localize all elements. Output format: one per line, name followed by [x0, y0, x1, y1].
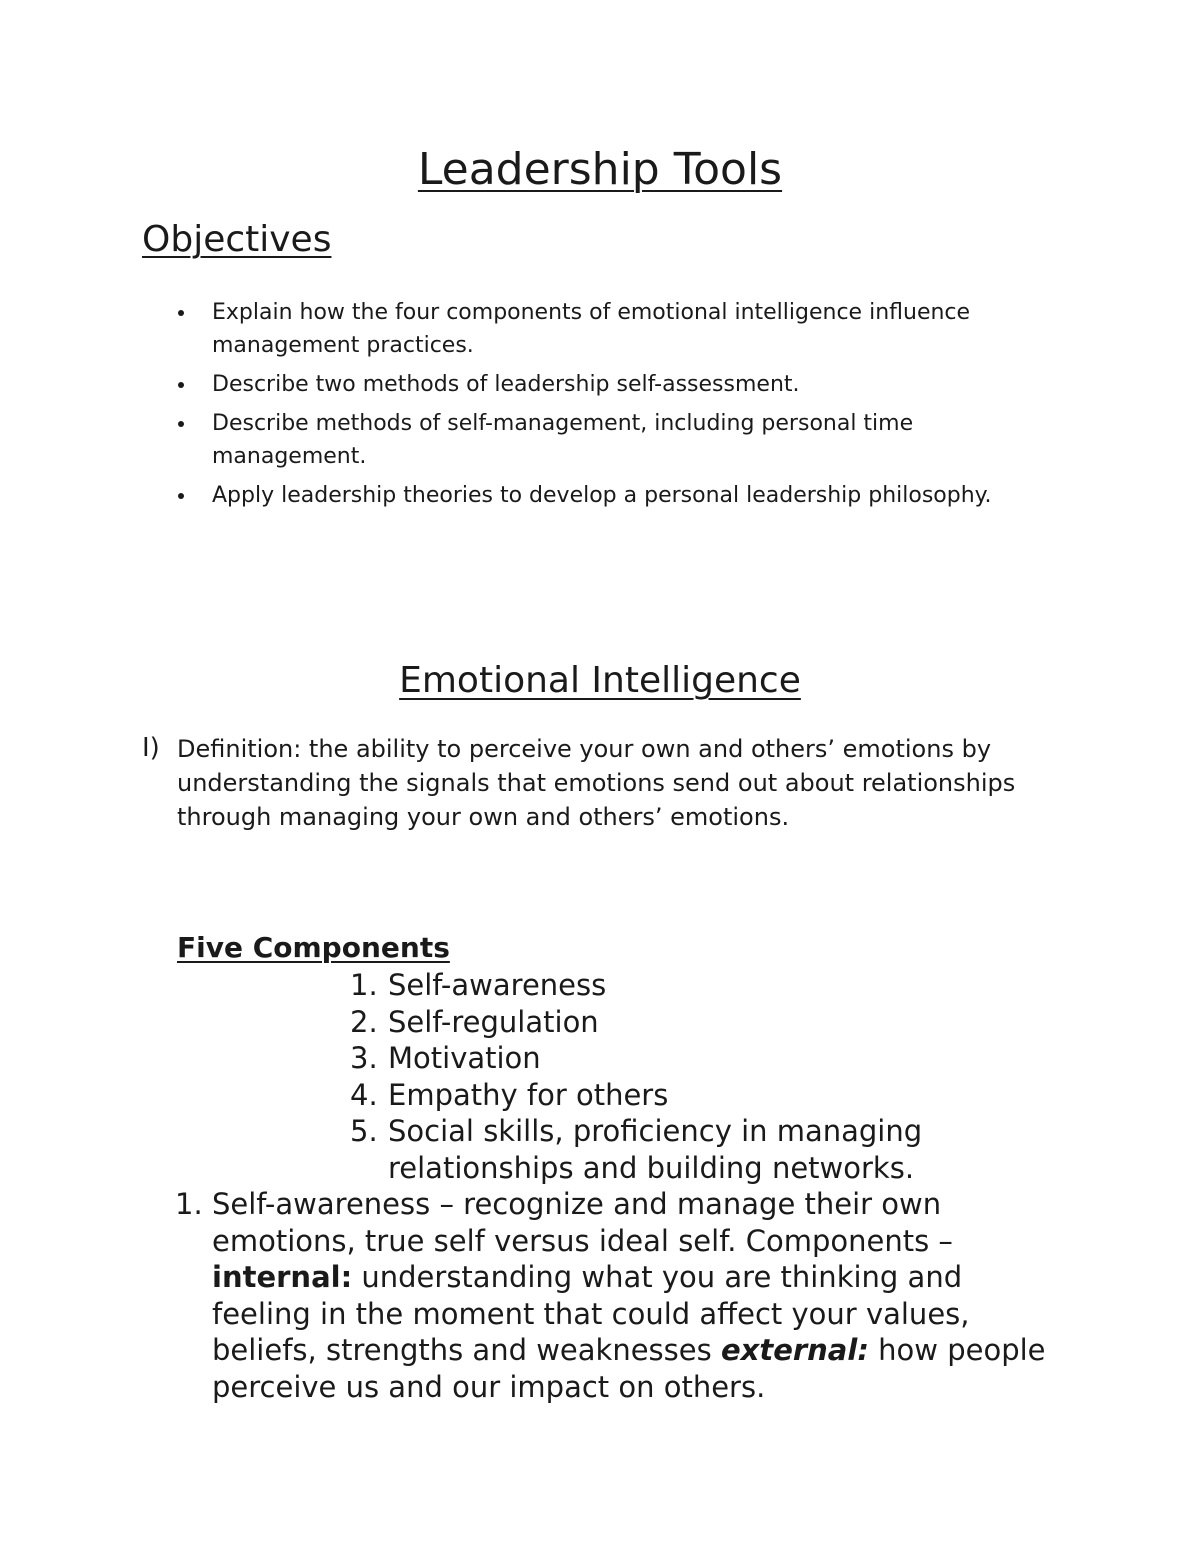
component-item [350, 1040, 1050, 1077]
component-item [350, 967, 1050, 1004]
objective-text: Apply leadership theories to develop a personal leadership philosophy. [212, 483, 992, 508]
emotional-intelligence-heading: Emotional Intelligence [399, 660, 801, 701]
external-label: external: [720, 1333, 869, 1367]
bullet-icon [178, 310, 184, 316]
definition-block [142, 732, 1062, 834]
component-item [350, 1004, 1050, 1041]
objective-item [178, 368, 1058, 401]
objectives-heading: Objectives [142, 219, 332, 260]
objective-item [178, 479, 1058, 512]
definition-marker: I) [142, 733, 160, 763]
bullet-icon [178, 382, 184, 388]
objective-item [178, 407, 1058, 473]
bullet-icon [178, 493, 184, 499]
component-label: Motivation [388, 1041, 541, 1075]
objective-text: Describe two methods of leadership self-assessment. [212, 372, 800, 397]
detail-text-part: Self-awareness – recognize and manage their own emotions, true self versus ideal self. Components – [212, 1187, 953, 1258]
component-number: 3. [350, 1041, 378, 1075]
component-number: 2. [350, 1004, 378, 1039]
definition-text: Definition: the ability to perceive your own and others’ emotions by understanding the signals that emotions send out about relationships through managing your own and others’ emotions. [177, 735, 1016, 831]
detail-text-part: understanding what you are thinking and feeling in the moment that could affect your values, beliefs, strengths and weaknesses [212, 1260, 970, 1367]
component-number: 4. [350, 1077, 378, 1112]
detail-text [212, 1186, 1055, 1405]
objectives-list [178, 296, 1058, 518]
objective-text: Describe methods of self-management, including personal time management. [212, 411, 914, 469]
objective-item [178, 296, 1058, 362]
component-label: Self-regulation [388, 1004, 599, 1039]
bullet-icon [178, 421, 184, 427]
detail-text-part: how people perceive us and our impact on others. [212, 1333, 1046, 1404]
component-label: Empathy for others [388, 1077, 669, 1112]
objective-text: Explain how the four components of emotional intelligence influence management practices. [212, 300, 971, 358]
component-label: Self-awareness [388, 968, 607, 1002]
external-label-wrapper [721, 1333, 869, 1367]
page-title: Leadership Tools [417, 144, 783, 195]
internal-label: internal: [212, 1260, 353, 1294]
components-list [350, 967, 1050, 1186]
component-number: 1. [350, 968, 378, 1002]
component-item [350, 1113, 1050, 1186]
component-number: 5. [350, 1114, 378, 1148]
component-label: Social skills, proficiency in managing relationships and building networks. [388, 1114, 923, 1185]
five-components-heading: Five Components [177, 931, 450, 964]
component-item [350, 1077, 1050, 1114]
detail-number: 1. [175, 1187, 203, 1221]
self-awareness-detail [175, 1186, 1055, 1405]
